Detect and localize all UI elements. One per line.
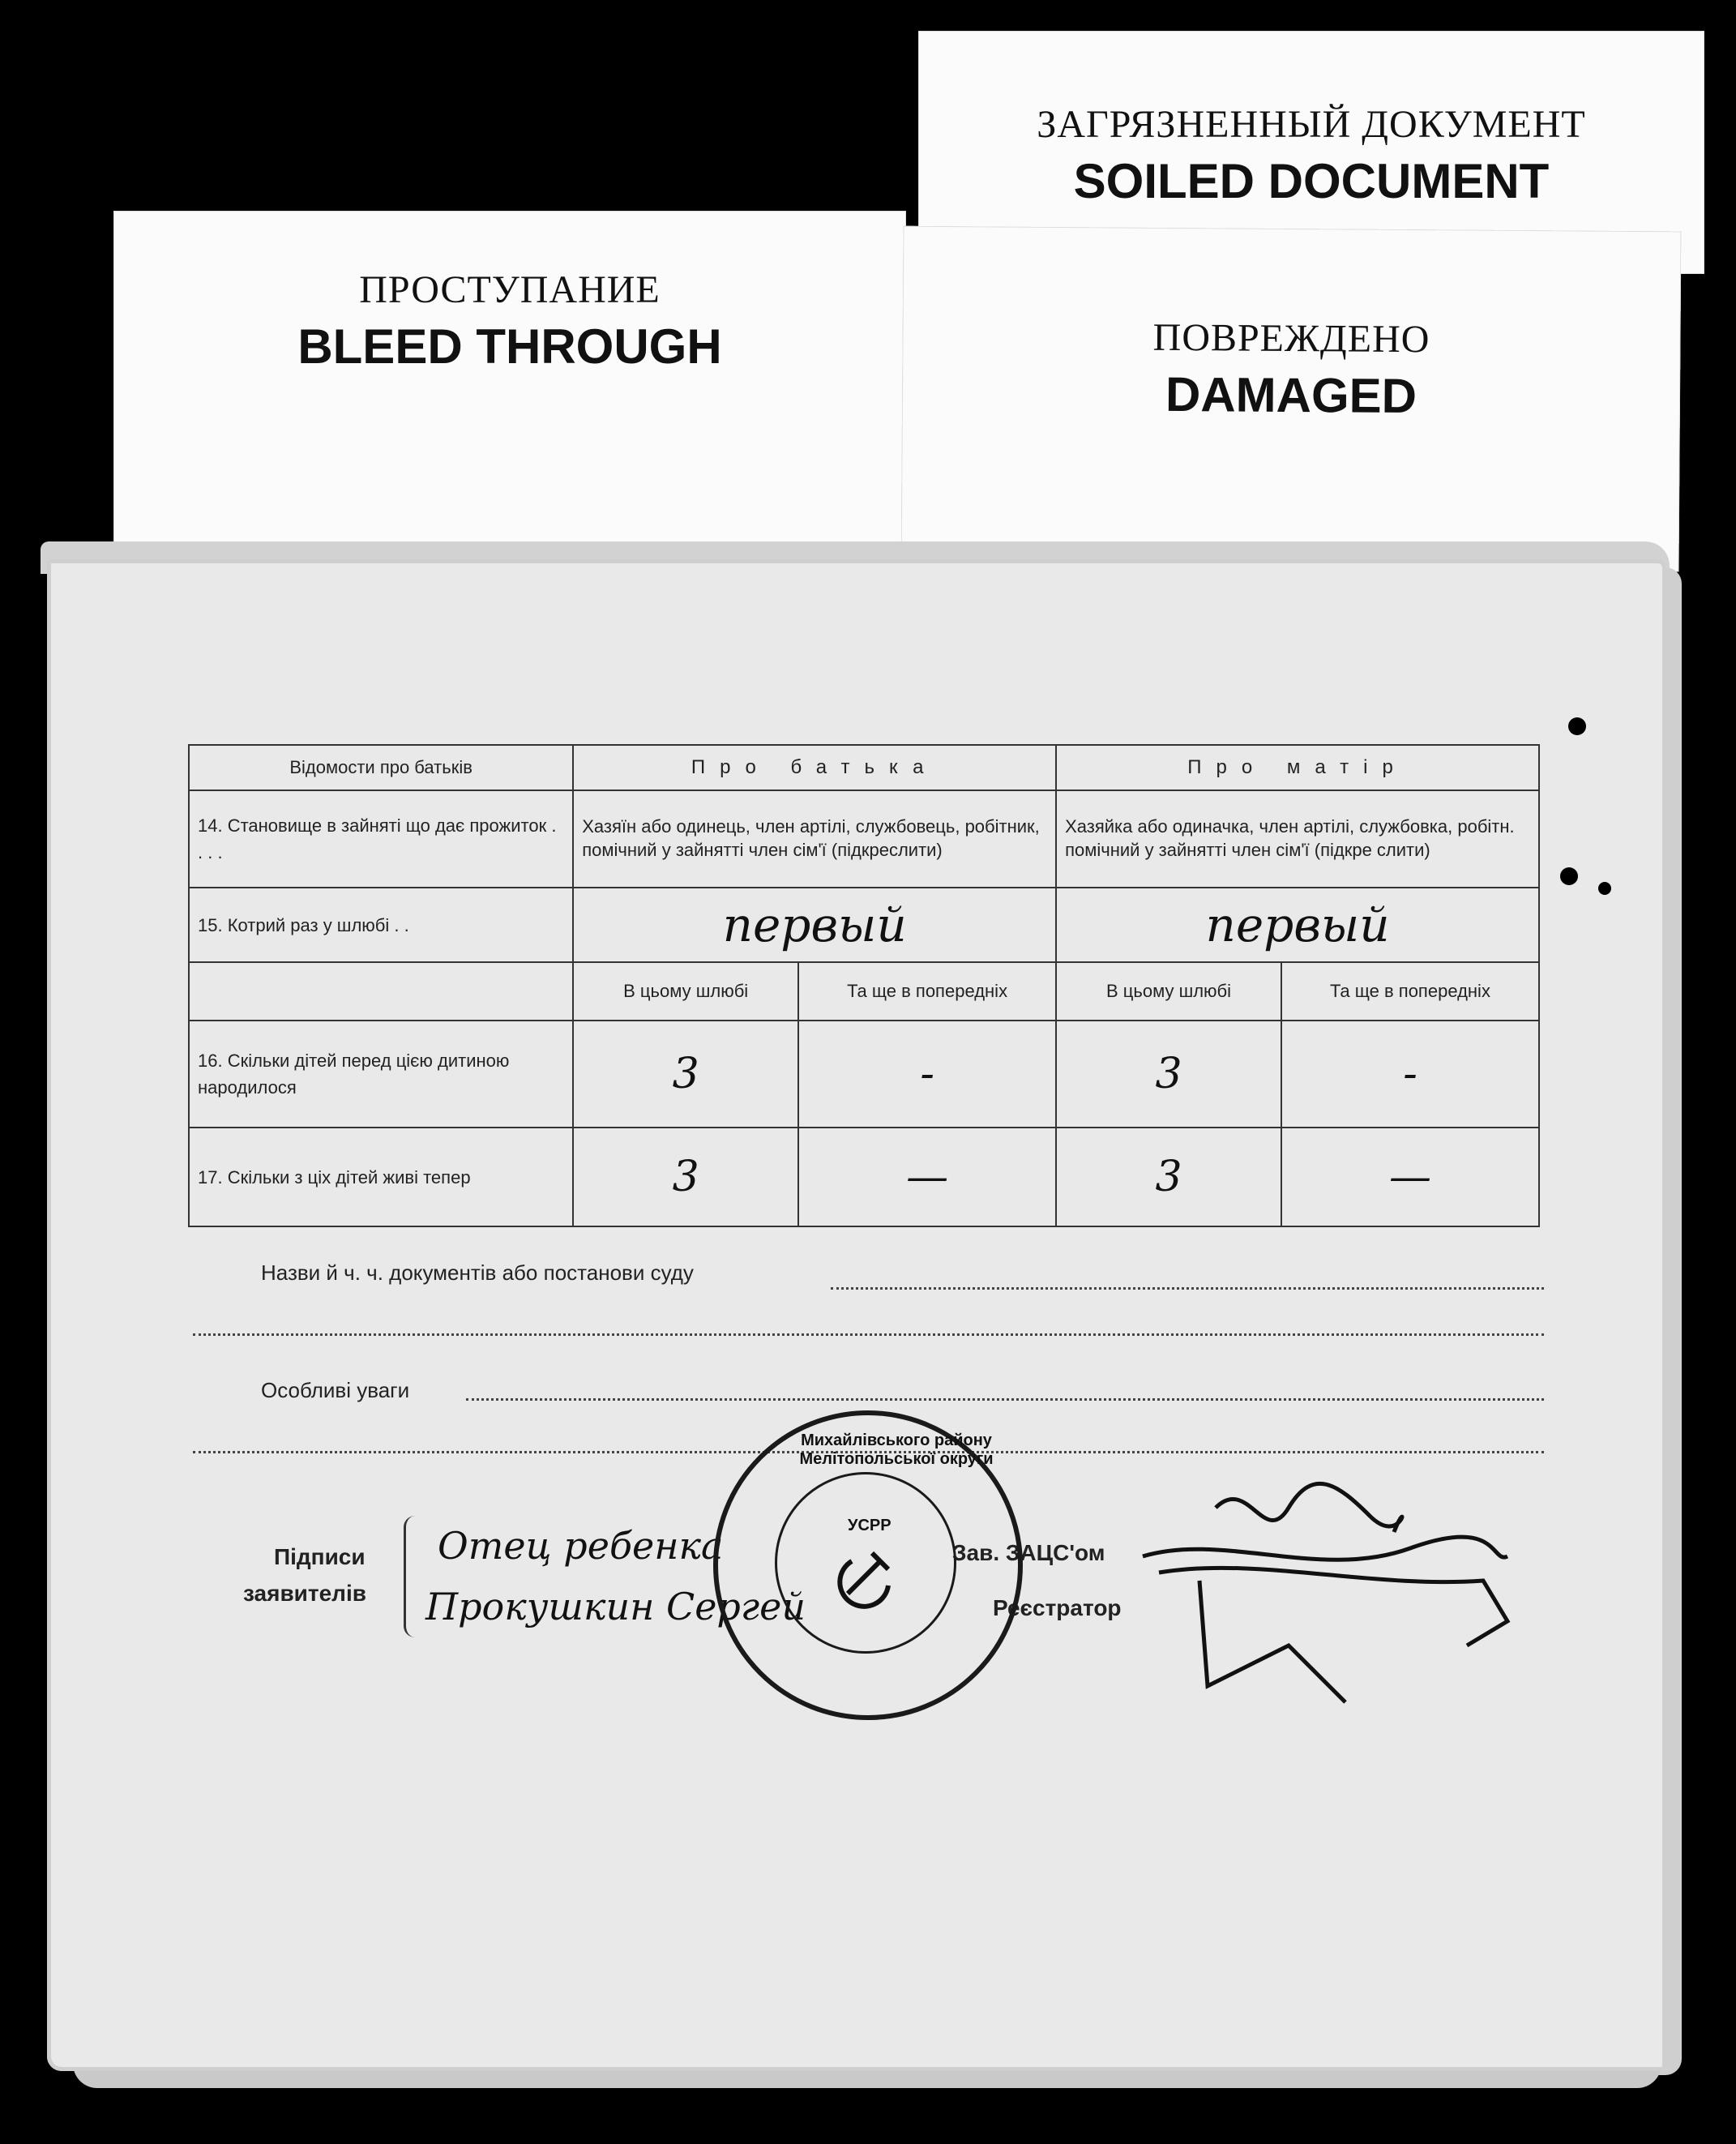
- official-stamp: [713, 1410, 1023, 1720]
- damaged-card: [901, 226, 1682, 572]
- damaged-ru-label: ПОВРЕЖДЕНО: [1152, 315, 1430, 362]
- header-mother-cell: Про матір: [1056, 745, 1539, 790]
- row16-mother-prev: -: [1281, 1021, 1539, 1128]
- applicant-signature-2: Прокушкин Сергей: [425, 1585, 806, 1628]
- hammer-sickle-icon: [832, 1537, 904, 1610]
- subheader-mother-this: В цьому шлюбі: [1056, 962, 1281, 1021]
- row15-mother-value: первый: [1056, 888, 1539, 962]
- row17-father-this: 3: [573, 1128, 798, 1226]
- row16-father-prev: -: [798, 1021, 1056, 1128]
- applicants-brace: [404, 1516, 422, 1637]
- row17-father-prev: —: [798, 1128, 1056, 1226]
- row17-mother-prev: —: [1281, 1128, 1539, 1226]
- soiled-document-en-label: SOILED DOCUMENT: [1073, 154, 1550, 208]
- bleed-through-ru-label: ПРОСТУПАНИЕ: [359, 268, 661, 311]
- row14-mother-options: Хазяйка або одиначка, член артілі, службовка, робітн. помічний у зайнятті член сім'ї (підкре слити): [1056, 790, 1539, 888]
- subheader-father-prev: Та ще в попередніх: [798, 962, 1056, 1021]
- header-info-cell: Відомости про батьків: [189, 745, 573, 790]
- row14-label: 14. Становище в зайняті що дає прожиток . . . .: [189, 790, 573, 888]
- row17-label: 17. Скільки з ціх дітей живі тепер: [189, 1128, 573, 1226]
- bleed-through-en-label: BLEED THROUGH: [297, 319, 722, 374]
- registrar-label: Реєстратор: [993, 1595, 1122, 1620]
- head-of-registry-label: Зав. ЗАЦС'ом: [952, 1540, 1105, 1565]
- subheader-father-this: В цьому шлюбі: [573, 962, 798, 1021]
- stamp-ring-text: Михайлівського району Мелітопольської округи: [799, 1431, 994, 1468]
- row14-father-options: Хазяїн або одинець, член артілі, службовець, робітник, помічний у зайнятті член сім'ї (підкреслити): [573, 790, 1056, 888]
- row16-label: 16. Скільки дітей перед цією дитиною народилося: [189, 1021, 573, 1128]
- applicant-signature-1: Отец ребенка: [438, 1524, 724, 1568]
- notes-line: [466, 1398, 1544, 1401]
- documents-line: [831, 1287, 1544, 1290]
- header-father-cell: Про батька: [573, 745, 1056, 790]
- damaged-en-label: DAMAGED: [1165, 366, 1417, 424]
- stamp-center-text: УСРР: [848, 1517, 892, 1534]
- applicants-label-2: заявителів: [243, 1581, 366, 1606]
- punch-hole: [1598, 882, 1611, 895]
- parents-info-table: [188, 744, 1540, 1227]
- notes-label: Особливі уваги: [261, 1378, 410, 1402]
- official-signature: [1127, 1459, 1532, 1718]
- subheader-mother-prev: Та ще в попередніх: [1281, 962, 1539, 1021]
- punch-hole: [1560, 867, 1578, 885]
- documents-label: Назви й ч. ч. документів або постанови суду: [261, 1260, 694, 1285]
- row15-label: 15. Котрий раз у шлюбі . .: [189, 888, 573, 962]
- documents-line-2: [193, 1333, 1544, 1336]
- bleed-through-card: [113, 211, 906, 567]
- row16-mother-this: 3: [1056, 1021, 1281, 1128]
- row16-father-this: 3: [573, 1021, 798, 1128]
- subheader-blank: [189, 962, 573, 1021]
- applicants-label-1: Підписи: [274, 1544, 366, 1569]
- row15-father-value: первый: [573, 888, 1056, 962]
- punch-hole: [1568, 717, 1586, 735]
- row17-mother-this: 3: [1056, 1128, 1281, 1226]
- soiled-document-ru-label: ЗАГРЯЗНЕННЫЙ ДОКУМЕНТ: [1037, 103, 1586, 146]
